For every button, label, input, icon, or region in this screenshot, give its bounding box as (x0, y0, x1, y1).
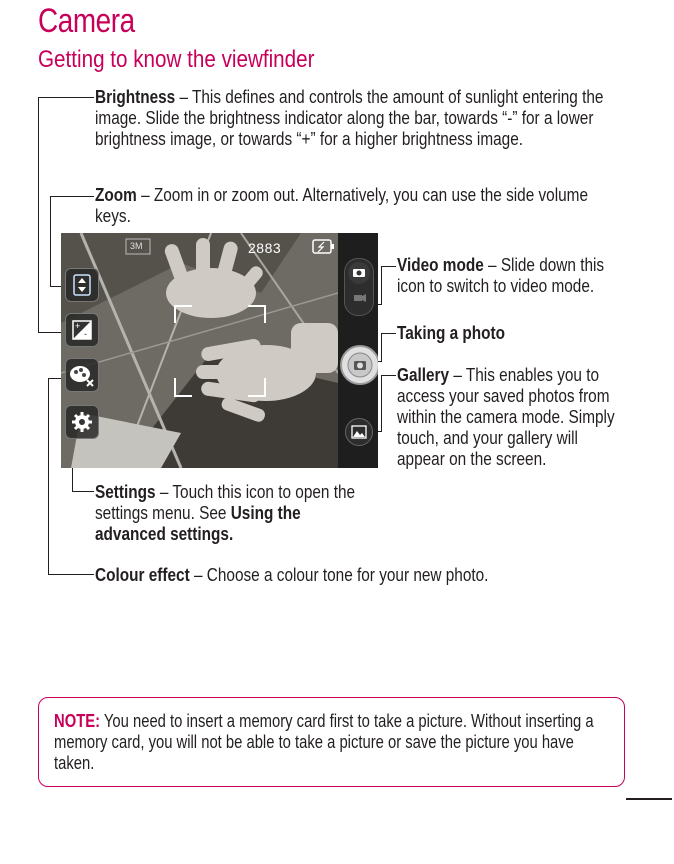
video-leader-line (381, 266, 396, 267)
settings-label: Settings (95, 481, 156, 502)
zoom-button[interactable] (65, 268, 99, 302)
colour-effect-description: – Choose a colour tone for your new photo. (189, 564, 489, 585)
camera-mode-icon (345, 259, 373, 315)
zoom-leader-line (50, 196, 51, 286)
section-heading: Getting to know the viewfinder (38, 46, 315, 73)
gallery-description: – This enables you to access your saved photos from within the camera mode. Simply touch, and your gallery will appear on the screen. (397, 364, 615, 469)
page-number-rule (626, 798, 672, 800)
gear-icon (66, 406, 98, 438)
brightness-callout (95, 86, 626, 149)
video-mode-description: – Slide down this icon to switch to video mode. (397, 254, 605, 296)
video-leader-line (381, 266, 382, 304)
zoom-callout (95, 184, 626, 226)
settings-leader-line (72, 491, 94, 492)
note-label: NOTE: (54, 710, 101, 731)
svg-text:+: + (75, 321, 81, 331)
gallery-icon (346, 419, 372, 445)
gallery-leader-line (381, 375, 396, 376)
settings-button[interactable] (65, 405, 99, 439)
shot-counter: 2883 (248, 240, 282, 256)
brightness-leader-line (38, 332, 62, 333)
gallery-button[interactable] (345, 418, 373, 446)
gallery-leader-line (381, 375, 382, 431)
svg-text:-: - (84, 329, 87, 339)
colour-leader-line (48, 378, 62, 379)
gallery-callout (397, 364, 621, 469)
colour-effect-callout (95, 564, 626, 585)
zoom-description: – Zoom in or zoom out. Alternatively, you can use the side volume keys. (95, 184, 589, 226)
colour-leader-line (48, 378, 49, 574)
colour-effect-icon (66, 359, 98, 391)
settings-description: – Touch this icon to open the settings menu. See (95, 481, 356, 523)
brightness-leader-line (38, 97, 39, 332)
video-mode-label: Video mode (397, 254, 484, 275)
zoom-label: Zoom (95, 184, 137, 205)
shutter-icon (342, 347, 378, 383)
resolution-badge: 3M (130, 241, 143, 251)
photo-leader-line (381, 333, 382, 361)
taking-photo-callout (397, 322, 609, 343)
viewfinder-screenshot (61, 233, 378, 468)
zoom-leader-line (50, 196, 94, 197)
camera-video-switch[interactable] (344, 258, 374, 316)
colour-effect-button[interactable] (65, 358, 99, 392)
viewfinder-scene (61, 233, 378, 468)
note-body: You need to insert a memory card first to take a picture. Without inserting a memory card, you will not be able to take a picture or save the picture you have taken. (54, 710, 594, 773)
brightness-description: – This defines and controls the amount of sunlight entering the image. Slide the brightness indicator along the bar, towards “-” for a lower brightness image, or towards “+” for a higher brightness image. (95, 86, 604, 149)
taking-photo-label: Taking a photo (397, 322, 506, 343)
colour-effect-label: Colour effect (95, 564, 190, 585)
settings-callout (95, 481, 365, 544)
brightness-button[interactable] (65, 313, 99, 347)
brightness-label: Brightness (95, 86, 176, 107)
video-mode-callout (397, 254, 609, 296)
gallery-label: Gallery (397, 364, 450, 385)
advanced-settings-link: Using the advanced settings. (95, 502, 301, 544)
brightness-icon (66, 314, 98, 346)
zoom-icon (66, 269, 98, 301)
colour-leader-line (48, 574, 94, 575)
shutter-button[interactable] (340, 345, 378, 385)
photo-leader-line (381, 333, 396, 334)
page-title: Camera (38, 2, 135, 40)
note-text (54, 710, 606, 773)
brightness-leader-line (38, 97, 94, 98)
